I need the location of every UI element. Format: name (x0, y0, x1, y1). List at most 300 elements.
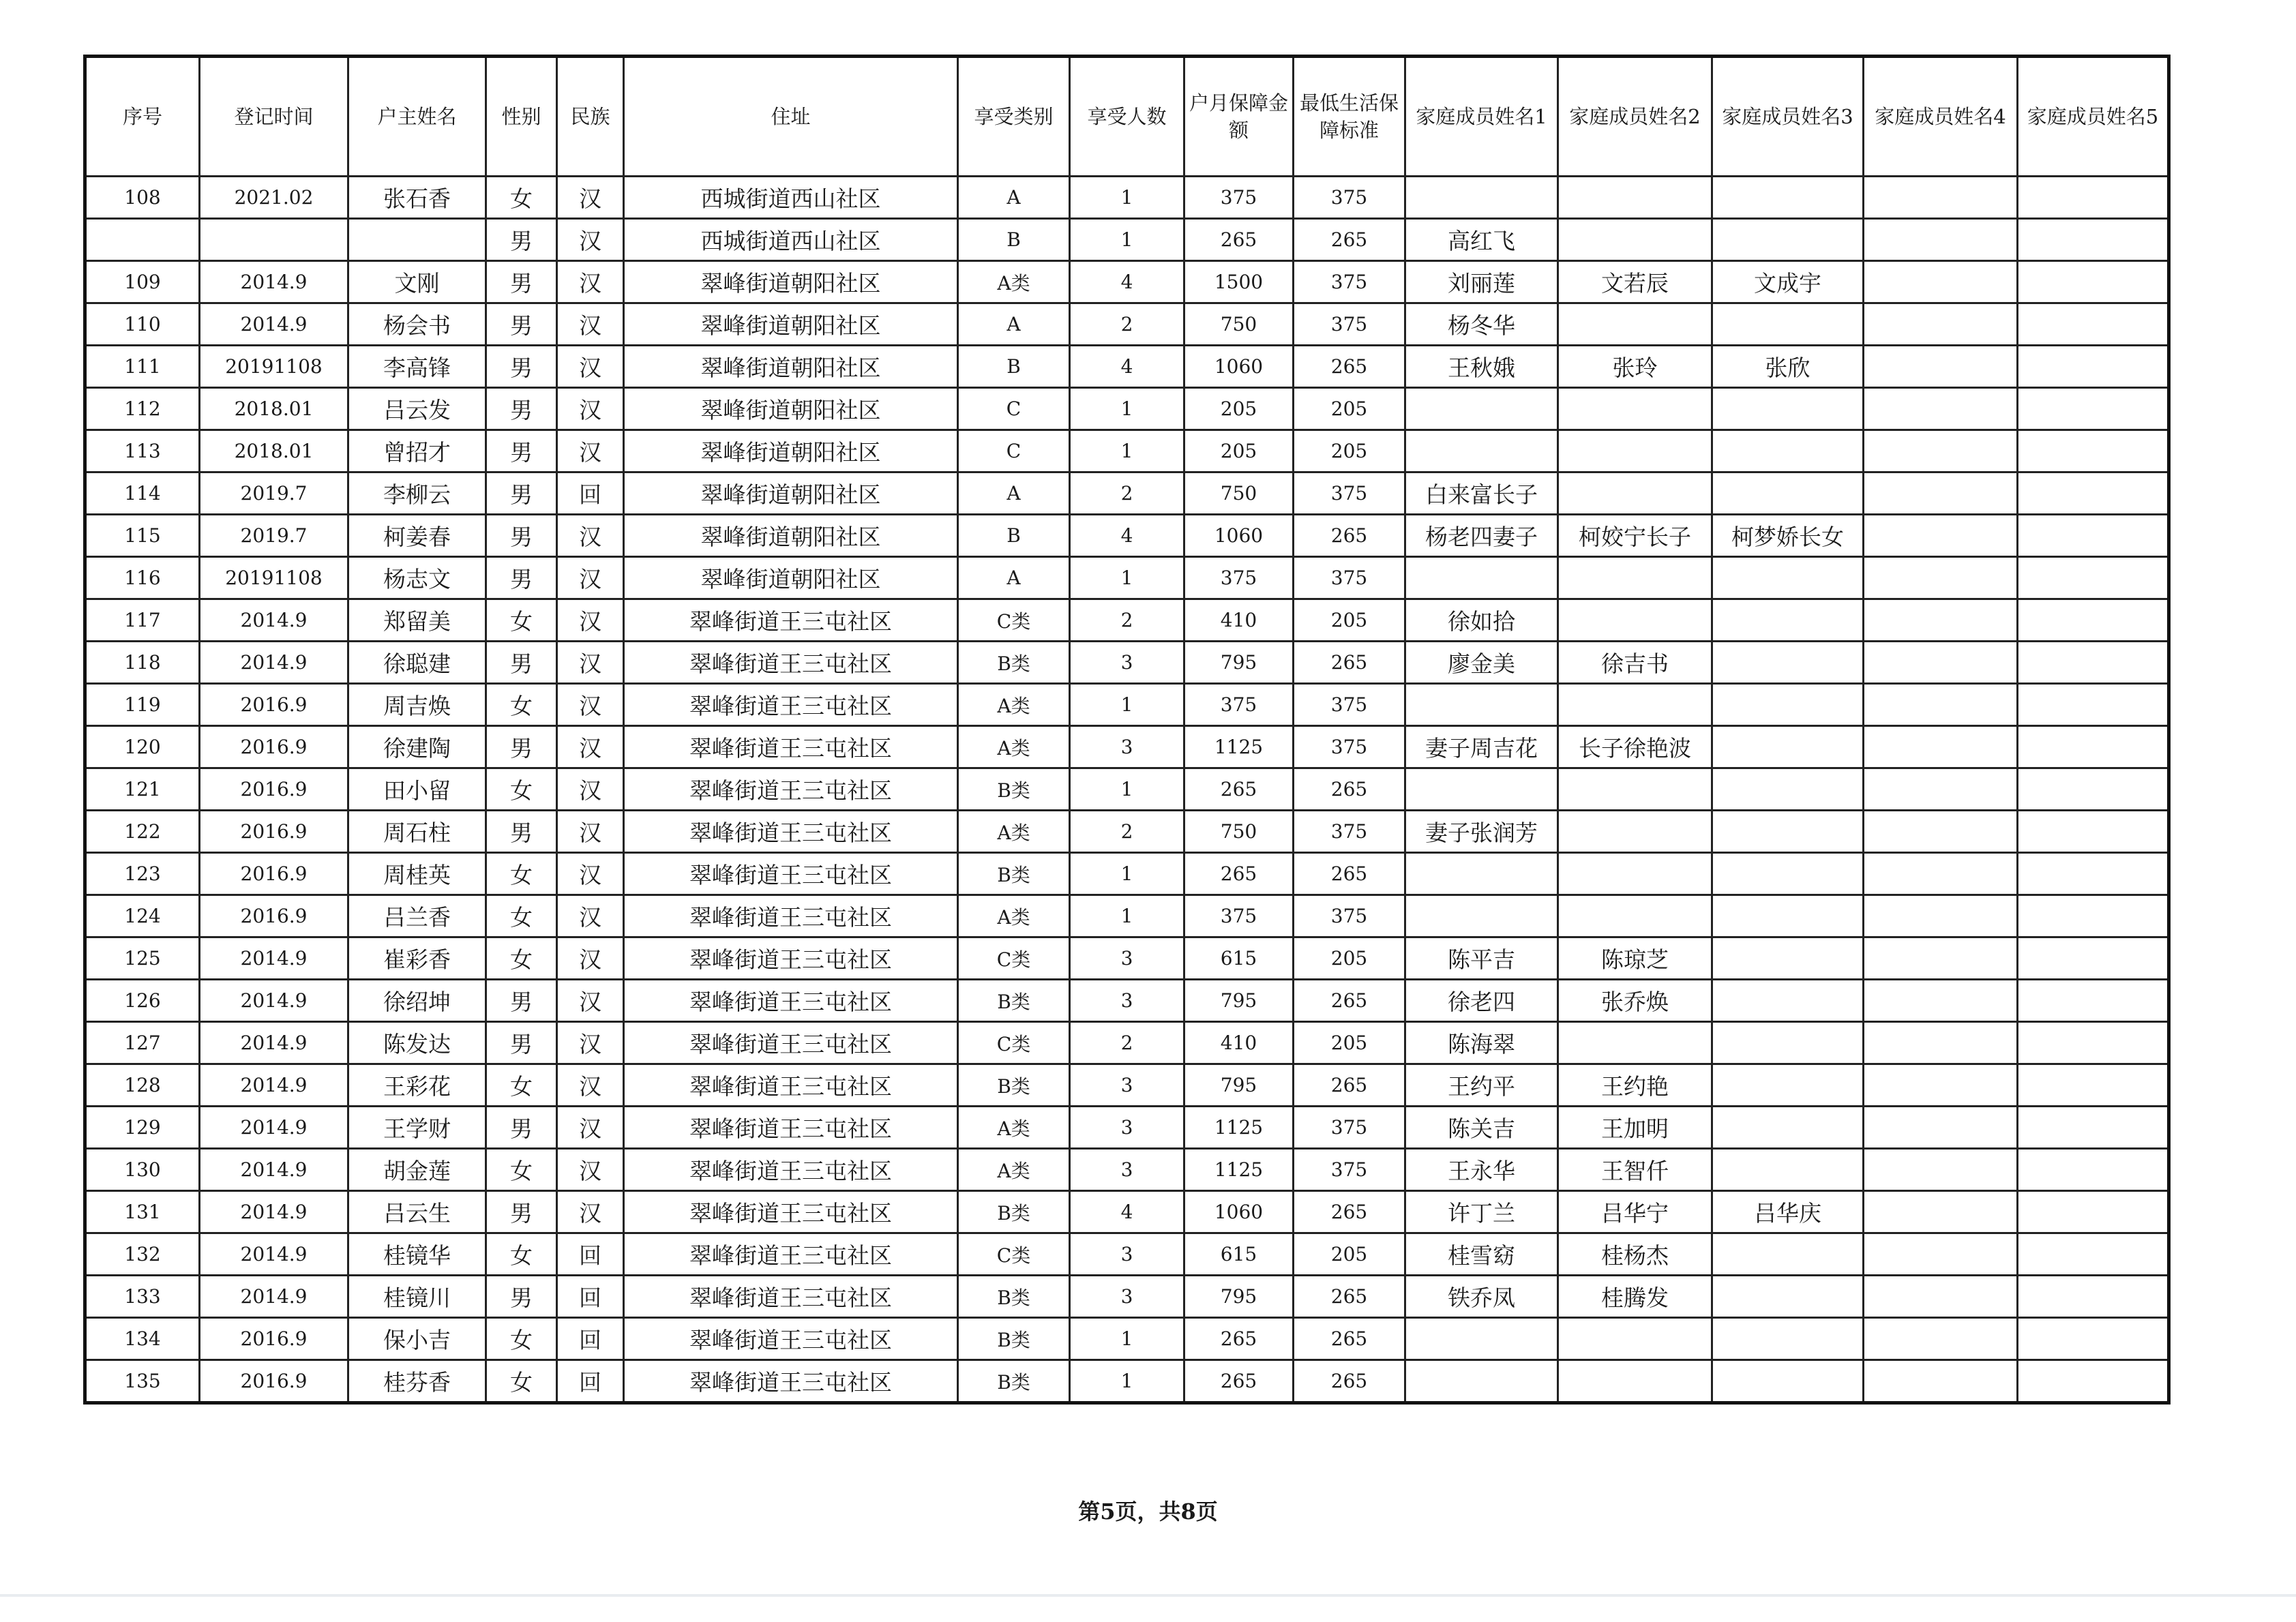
header-serial: 序号 (85, 57, 200, 177)
cell-member-3 (1712, 1360, 1864, 1403)
cell-register-date: 2014.9 (200, 980, 348, 1022)
header-member-2: 家庭成员姓名2 (1558, 57, 1712, 177)
cell-category: C类 (958, 599, 1070, 642)
table-row (85, 177, 2169, 219)
cell-householder: 张石香 (348, 177, 486, 219)
cell-people-count: 1 (1070, 684, 1184, 726)
cell-householder: 周石柱 (348, 811, 486, 853)
table-row (85, 346, 2169, 388)
cell-ethnicity: 汉 (557, 515, 624, 557)
cell-ethnicity: 汉 (557, 853, 624, 895)
cell-people-count: 1 (1070, 219, 1184, 261)
cell-member-2 (1558, 1360, 1712, 1403)
cell-ethnicity: 汉 (557, 642, 624, 684)
cell-member-4 (1864, 1149, 2018, 1191)
cell-ethnicity: 汉 (557, 599, 624, 642)
cell-member-5 (2018, 895, 2169, 937)
cell-monthly-amount: 615 (1184, 1233, 1294, 1276)
table-row (85, 768, 2169, 811)
cell-register-date: 2016.9 (200, 811, 348, 853)
cell-member-1: 王永华 (1405, 1149, 1558, 1191)
cell-minimum-standard: 205 (1294, 1022, 1405, 1064)
cell-householder: 保小吉 (348, 1318, 486, 1360)
cell-member-5 (2018, 1318, 2169, 1360)
cell-address: 翠峰街道王三屯社区 (624, 1064, 958, 1107)
cell-address: 翠峰街道王三屯社区 (624, 599, 958, 642)
cell-member-1: 许丁兰 (1405, 1191, 1558, 1233)
cell-member-3 (1712, 1233, 1864, 1276)
cell-member-1: 徐如拾 (1405, 599, 1558, 642)
cell-serial: 125 (85, 937, 200, 980)
cell-address: 翠峰街道王三屯社区 (624, 895, 958, 937)
cell-register-date: 2016.9 (200, 768, 348, 811)
cell-member-1 (1405, 1360, 1558, 1403)
cell-serial: 124 (85, 895, 200, 937)
cell-member-3 (1712, 1022, 1864, 1064)
cell-ethnicity: 汉 (557, 261, 624, 303)
cell-member-5 (2018, 1064, 2169, 1107)
cell-member-2 (1558, 472, 1712, 515)
cell-people-count: 3 (1070, 1233, 1184, 1276)
cell-serial: 108 (85, 177, 200, 219)
cell-monthly-amount: 1125 (1184, 726, 1294, 768)
cell-gender: 男 (486, 219, 557, 261)
cell-gender: 男 (486, 1191, 557, 1233)
cell-address: 翠峰街道王三屯社区 (624, 1107, 958, 1149)
cell-member-5 (2018, 1233, 2169, 1276)
cell-householder: 周桂英 (348, 853, 486, 895)
cell-householder: 李高锋 (348, 346, 486, 388)
cell-minimum-standard: 205 (1294, 430, 1405, 472)
cell-people-count: 4 (1070, 1191, 1184, 1233)
table-row (85, 1064, 2169, 1107)
cell-member-1 (1405, 853, 1558, 895)
table-row (85, 219, 2169, 261)
cell-householder: 胡金莲 (348, 1149, 486, 1191)
cell-member-5 (2018, 642, 2169, 684)
header-category: 享受类别 (958, 57, 1070, 177)
cell-monthly-amount: 265 (1184, 1318, 1294, 1360)
cell-register-date: 2014.9 (200, 1149, 348, 1191)
cell-serial: 112 (85, 388, 200, 430)
cell-register-date: 2016.9 (200, 1318, 348, 1360)
header-gender: 性别 (486, 57, 557, 177)
cell-gender: 女 (486, 177, 557, 219)
cell-register-date: 2016.9 (200, 1360, 348, 1403)
cell-serial (85, 219, 200, 261)
cell-member-5 (2018, 1276, 2169, 1318)
cell-ethnicity: 汉 (557, 1191, 624, 1233)
cell-serial: 116 (85, 557, 200, 599)
cell-monthly-amount: 615 (1184, 937, 1294, 980)
cell-member-3 (1712, 811, 1864, 853)
cell-register-date: 2014.9 (200, 1064, 348, 1107)
cell-member-1: 杨老四妻子 (1405, 515, 1558, 557)
cell-member-3 (1712, 642, 1864, 684)
cell-member-2: 张乔焕 (1558, 980, 1712, 1022)
cell-member-4 (1864, 768, 2018, 811)
cell-register-date: 2018.01 (200, 388, 348, 430)
cell-address: 翠峰街道朝阳社区 (624, 515, 958, 557)
cell-member-4 (1864, 177, 2018, 219)
cell-gender: 女 (486, 684, 557, 726)
cell-minimum-standard: 265 (1294, 1191, 1405, 1233)
cell-member-3 (1712, 726, 1864, 768)
cell-people-count: 4 (1070, 346, 1184, 388)
table-row (85, 515, 2169, 557)
cell-people-count: 2 (1070, 472, 1184, 515)
cell-member-1 (1405, 768, 1558, 811)
cell-people-count: 2 (1070, 811, 1184, 853)
cell-member-1: 杨冬华 (1405, 303, 1558, 346)
cell-monthly-amount: 1060 (1184, 1191, 1294, 1233)
cell-register-date: 20191108 (200, 557, 348, 599)
cell-member-3 (1712, 219, 1864, 261)
cell-people-count: 3 (1070, 726, 1184, 768)
cell-member-4 (1864, 980, 2018, 1022)
cell-gender: 男 (486, 515, 557, 557)
cell-serial: 111 (85, 346, 200, 388)
cell-member-2 (1558, 1022, 1712, 1064)
cell-ethnicity: 汉 (557, 1149, 624, 1191)
cell-member-3 (1712, 1064, 1864, 1107)
cell-address: 翠峰街道朝阳社区 (624, 346, 958, 388)
cell-gender: 男 (486, 388, 557, 430)
cell-minimum-standard: 265 (1294, 1064, 1405, 1107)
cell-member-1: 王约平 (1405, 1064, 1558, 1107)
cell-monthly-amount: 1500 (1184, 261, 1294, 303)
cell-category: A类 (958, 811, 1070, 853)
cell-monthly-amount: 265 (1184, 853, 1294, 895)
cell-member-3 (1712, 1276, 1864, 1318)
cell-householder: 吕兰香 (348, 895, 486, 937)
cell-people-count: 1 (1070, 1360, 1184, 1403)
cell-member-3: 文成宇 (1712, 261, 1864, 303)
cell-householder: 柯姜春 (348, 515, 486, 557)
table-row (85, 811, 2169, 853)
cell-ethnicity: 汉 (557, 980, 624, 1022)
cell-member-5 (2018, 261, 2169, 303)
cell-gender: 男 (486, 980, 557, 1022)
cell-minimum-standard: 375 (1294, 684, 1405, 726)
cell-member-5 (2018, 177, 2169, 219)
cell-people-count: 3 (1070, 642, 1184, 684)
cell-gender: 男 (486, 1107, 557, 1149)
cell-member-2 (1558, 388, 1712, 430)
cell-ethnicity: 汉 (557, 1022, 624, 1064)
cell-member-4 (1864, 388, 2018, 430)
cell-member-2 (1558, 303, 1712, 346)
cell-member-4 (1864, 1064, 2018, 1107)
cell-householder: 杨会书 (348, 303, 486, 346)
cell-category: B类 (958, 1276, 1070, 1318)
cell-register-date: 2016.9 (200, 726, 348, 768)
cell-people-count: 4 (1070, 261, 1184, 303)
cell-member-5 (2018, 599, 2169, 642)
cell-member-4 (1864, 346, 2018, 388)
cell-member-3: 柯梦娇长女 (1712, 515, 1864, 557)
table-row (85, 726, 2169, 768)
cell-member-4 (1864, 853, 2018, 895)
cell-serial: 113 (85, 430, 200, 472)
cell-monthly-amount: 375 (1184, 177, 1294, 219)
cell-minimum-standard: 265 (1294, 642, 1405, 684)
header-member-1: 家庭成员姓名1 (1405, 57, 1558, 177)
cell-householder: 王学财 (348, 1107, 486, 1149)
cell-minimum-standard: 265 (1294, 768, 1405, 811)
cell-member-5 (2018, 472, 2169, 515)
cell-monthly-amount: 1125 (1184, 1149, 1294, 1191)
cell-minimum-standard: 375 (1294, 1107, 1405, 1149)
cell-minimum-standard: 375 (1294, 472, 1405, 515)
cell-householder: 曾招才 (348, 430, 486, 472)
cell-member-4 (1864, 430, 2018, 472)
cell-register-date: 2014.9 (200, 642, 348, 684)
cell-gender: 男 (486, 261, 557, 303)
cell-member-1: 刘丽莲 (1405, 261, 1558, 303)
cell-member-4 (1864, 726, 2018, 768)
cell-serial: 123 (85, 853, 200, 895)
cell-member-3 (1712, 768, 1864, 811)
cell-gender: 女 (486, 895, 557, 937)
cell-address: 翠峰街道朝阳社区 (624, 472, 958, 515)
cell-ethnicity: 汉 (557, 768, 624, 811)
cell-member-4 (1864, 557, 2018, 599)
cell-minimum-standard: 375 (1294, 1149, 1405, 1191)
cell-minimum-standard: 375 (1294, 177, 1405, 219)
cell-category: A类 (958, 1107, 1070, 1149)
cell-monthly-amount: 795 (1184, 980, 1294, 1022)
cell-ethnicity: 汉 (557, 430, 624, 472)
cell-member-4 (1864, 1360, 2018, 1403)
cell-register-date: 20191108 (200, 346, 348, 388)
cell-member-1: 陈关吉 (1405, 1107, 1558, 1149)
cell-ethnicity: 汉 (557, 303, 624, 346)
cell-people-count: 1 (1070, 430, 1184, 472)
header-address: 住址 (624, 57, 958, 177)
table-row (85, 642, 2169, 684)
cell-address: 翠峰街道王三屯社区 (624, 1149, 958, 1191)
table-body (85, 177, 2169, 1403)
table-row (85, 557, 2169, 599)
cell-serial: 127 (85, 1022, 200, 1064)
cell-address: 翠峰街道王三屯社区 (624, 853, 958, 895)
cell-member-5 (2018, 303, 2169, 346)
cell-register-date: 2019.7 (200, 472, 348, 515)
cell-member-4 (1864, 642, 2018, 684)
cell-member-1 (1405, 177, 1558, 219)
cell-category: C类 (958, 1233, 1070, 1276)
cell-monthly-amount: 1125 (1184, 1107, 1294, 1149)
cell-member-1: 白来富长子 (1405, 472, 1558, 515)
cell-member-5 (2018, 515, 2169, 557)
cell-householder: 陈发达 (348, 1022, 486, 1064)
cell-ethnicity: 汉 (557, 937, 624, 980)
cell-member-1: 高红飞 (1405, 219, 1558, 261)
cell-householder: 徐绍坤 (348, 980, 486, 1022)
cell-people-count: 1 (1070, 177, 1184, 219)
table-row (85, 303, 2169, 346)
cell-register-date: 2014.9 (200, 303, 348, 346)
table-row (85, 388, 2169, 430)
cell-minimum-standard: 375 (1294, 726, 1405, 768)
cell-monthly-amount: 795 (1184, 1276, 1294, 1318)
cell-address: 翠峰街道王三屯社区 (624, 980, 958, 1022)
cell-ethnicity: 汉 (557, 346, 624, 388)
cell-member-1 (1405, 430, 1558, 472)
cell-category: B (958, 346, 1070, 388)
cell-serial: 132 (85, 1233, 200, 1276)
cell-address: 翠峰街道朝阳社区 (624, 303, 958, 346)
cell-member-3 (1712, 1107, 1864, 1149)
cell-serial: 118 (85, 642, 200, 684)
cell-householder: 吕云发 (348, 388, 486, 430)
cell-monthly-amount: 1060 (1184, 515, 1294, 557)
cell-member-2 (1558, 219, 1712, 261)
cell-ethnicity: 汉 (557, 811, 624, 853)
cell-register-date: 2016.9 (200, 895, 348, 937)
cell-member-2 (1558, 768, 1712, 811)
cell-householder (348, 219, 486, 261)
cell-member-2 (1558, 599, 1712, 642)
table-row (85, 261, 2169, 303)
cell-member-5 (2018, 684, 2169, 726)
cell-householder: 杨志文 (348, 557, 486, 599)
cell-ethnicity: 汉 (557, 177, 624, 219)
cell-people-count: 1 (1070, 853, 1184, 895)
cell-address: 翠峰街道朝阳社区 (624, 261, 958, 303)
cell-member-4 (1864, 937, 2018, 980)
cell-serial: 133 (85, 1276, 200, 1318)
cell-ethnicity: 回 (557, 472, 624, 515)
cell-ethnicity: 汉 (557, 557, 624, 599)
cell-member-3: 吕华庆 (1712, 1191, 1864, 1233)
cell-category: B类 (958, 1191, 1070, 1233)
header-minimum-standard: 最低生活保障标准 (1294, 57, 1405, 177)
cell-ethnicity: 汉 (557, 726, 624, 768)
cell-member-1: 妻子张润芳 (1405, 811, 1558, 853)
cell-member-5 (2018, 430, 2169, 472)
cell-address: 翠峰街道王三屯社区 (624, 1191, 958, 1233)
cell-householder: 徐聪建 (348, 642, 486, 684)
cell-serial: 119 (85, 684, 200, 726)
cell-member-4 (1864, 1233, 2018, 1276)
cell-minimum-standard: 205 (1294, 599, 1405, 642)
cell-ethnicity: 汉 (557, 1064, 624, 1107)
cell-minimum-standard: 265 (1294, 515, 1405, 557)
table-row (85, 684, 2169, 726)
cell-member-5 (2018, 1107, 2169, 1149)
cell-address: 翠峰街道王三屯社区 (624, 684, 958, 726)
cell-member-5 (2018, 346, 2169, 388)
cell-member-3 (1712, 177, 1864, 219)
cell-monthly-amount: 750 (1184, 472, 1294, 515)
cell-householder: 李柳云 (348, 472, 486, 515)
cell-category: B类 (958, 1318, 1070, 1360)
cell-minimum-standard: 375 (1294, 303, 1405, 346)
cell-register-date: 2016.9 (200, 684, 348, 726)
cell-member-3 (1712, 472, 1864, 515)
cell-gender: 男 (486, 472, 557, 515)
cell-member-3 (1712, 980, 1864, 1022)
cell-serial: 110 (85, 303, 200, 346)
cell-ethnicity: 回 (557, 1276, 624, 1318)
cell-member-1: 王秋娥 (1405, 346, 1558, 388)
table-row (85, 1233, 2169, 1276)
cell-member-4 (1864, 515, 2018, 557)
cell-householder: 桂镜川 (348, 1276, 486, 1318)
cell-monthly-amount: 410 (1184, 1022, 1294, 1064)
cell-category: B类 (958, 642, 1070, 684)
cell-member-2: 王智仟 (1558, 1149, 1712, 1191)
cell-serial: 115 (85, 515, 200, 557)
cell-member-1: 桂雪窈 (1405, 1233, 1558, 1276)
cell-member-2 (1558, 853, 1712, 895)
cell-monthly-amount: 375 (1184, 895, 1294, 937)
cell-member-1 (1405, 557, 1558, 599)
cell-category: C (958, 388, 1070, 430)
cell-member-2: 张玲 (1558, 346, 1712, 388)
cell-register-date: 2019.7 (200, 515, 348, 557)
cell-register-date (200, 219, 348, 261)
cell-member-2: 桂腾发 (1558, 1276, 1712, 1318)
cell-minimum-standard: 205 (1294, 388, 1405, 430)
cell-gender: 男 (486, 1022, 557, 1064)
cell-member-2: 文若辰 (1558, 261, 1712, 303)
cell-category: C类 (958, 1022, 1070, 1064)
cell-people-count: 1 (1070, 557, 1184, 599)
cell-member-5 (2018, 1149, 2169, 1191)
cell-people-count: 2 (1070, 599, 1184, 642)
cell-ethnicity: 回 (557, 1233, 624, 1276)
cell-category: C (958, 430, 1070, 472)
cell-member-2 (1558, 1318, 1712, 1360)
cell-member-2: 王约艳 (1558, 1064, 1712, 1107)
cell-serial: 120 (85, 726, 200, 768)
cell-gender: 女 (486, 768, 557, 811)
cell-member-4 (1864, 1276, 2018, 1318)
cell-category: B类 (958, 1064, 1070, 1107)
cell-category: B类 (958, 1360, 1070, 1403)
cell-monthly-amount: 205 (1184, 430, 1294, 472)
cell-member-2 (1558, 684, 1712, 726)
cell-monthly-amount: 1060 (1184, 346, 1294, 388)
cell-address: 翠峰街道朝阳社区 (624, 388, 958, 430)
header-people-count: 享受人数 (1070, 57, 1184, 177)
cell-minimum-standard: 205 (1294, 1233, 1405, 1276)
cell-member-4 (1864, 811, 2018, 853)
cell-gender: 女 (486, 853, 557, 895)
cell-gender: 男 (486, 811, 557, 853)
table-row (85, 1022, 2169, 1064)
cell-householder: 郑留美 (348, 599, 486, 642)
cell-monthly-amount: 375 (1184, 557, 1294, 599)
cell-address: 翠峰街道王三屯社区 (624, 726, 958, 768)
cell-member-2: 长子徐艳波 (1558, 726, 1712, 768)
cell-member-5 (2018, 853, 2169, 895)
cell-serial: 130 (85, 1149, 200, 1191)
cell-member-2 (1558, 177, 1712, 219)
cell-address: 翠峰街道王三屯社区 (624, 768, 958, 811)
cell-householder: 王彩花 (348, 1064, 486, 1107)
cell-category: A类 (958, 261, 1070, 303)
cell-gender: 女 (486, 599, 557, 642)
cell-householder: 徐建陶 (348, 726, 486, 768)
cell-register-date: 2014.9 (200, 1191, 348, 1233)
header-ethnicity: 民族 (557, 57, 624, 177)
table-row (85, 1191, 2169, 1233)
cell-member-2: 柯姣宁长子 (1558, 515, 1712, 557)
